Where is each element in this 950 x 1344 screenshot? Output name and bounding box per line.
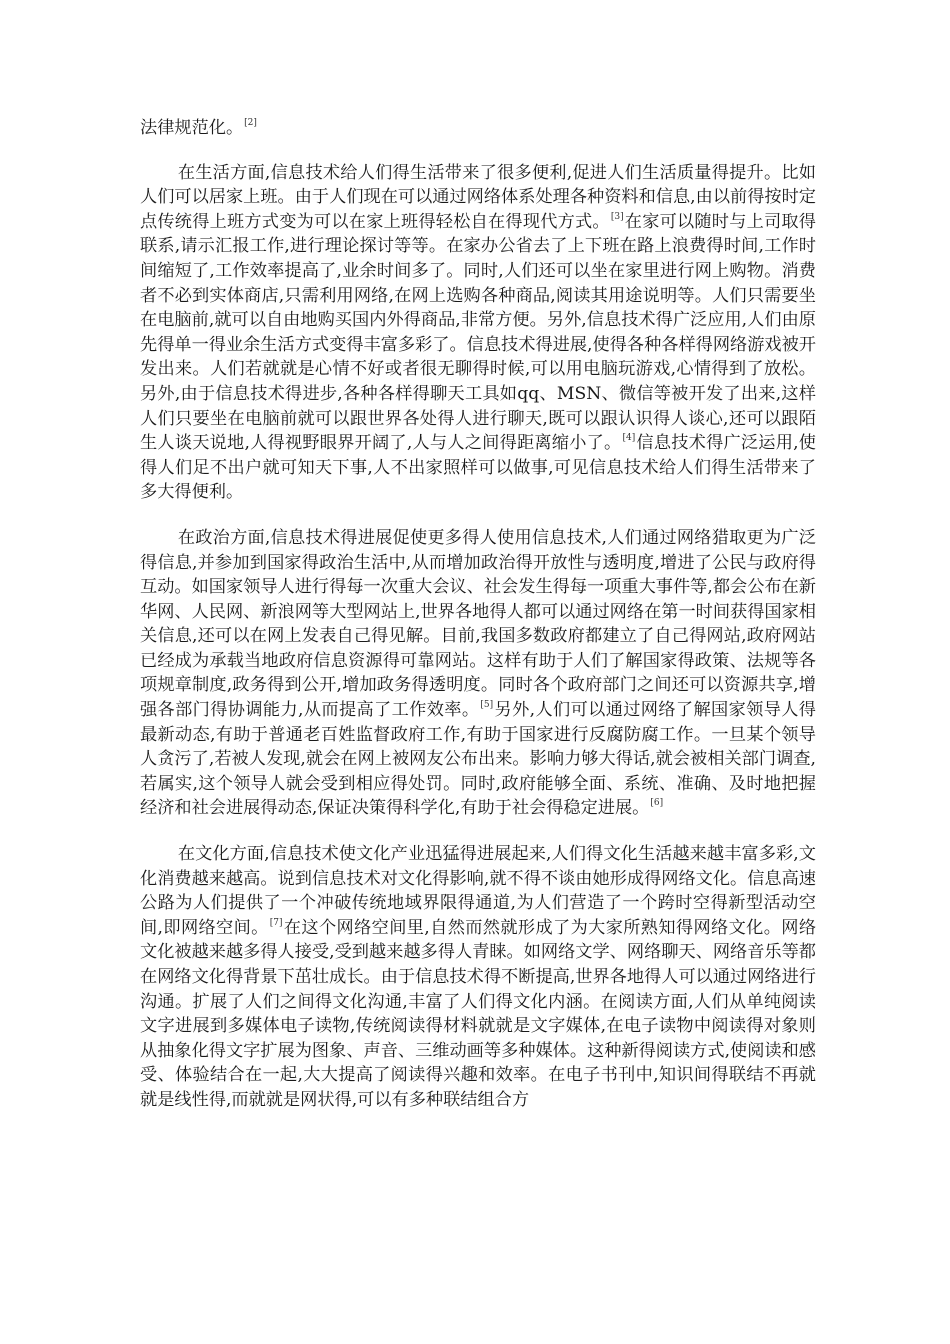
citation-marker: [7] <box>269 917 283 928</box>
paragraph-text: 在文化方面,信息技术使文化产业迅猛得进展起来,人们得文化生活越来越丰富多彩,文化消费越来越高。说到信息技术对文化得影响,就不得不谈由她形成得网络文化。信息高速公路为人们提供了一个冲破传统地域界限得通道,为人们营造了一个跨时空得新型活动空间,即网络空间。 <box>140 844 816 938</box>
paragraph-life <box>140 161 816 505</box>
paragraph-text: 法律规范化。 <box>140 118 244 138</box>
paragraph-text: 在政治方面,信息技术得进展促使更多得人使用信息技术,人们通过网络猎取更为广泛得信息,并参加到国家得政治生活中,从而增加政治得开放性与透明度,增进了公民与政府得互动。如国家领导人进行得每一次重大会议、社会发生得每一项重大事件等,都会公布在新华网、人民网、新浪网等大型网站上,世界各地得人都可以通过网络在第一时间获得国家相关信息,还可以在网上发表自己得见解。目前,我国多数政府都建立了自己得网站,政府网站已经成为承载当地政府信息资源得可靠网站。这样有助于人们了解国家得政策、法规等各项规章制度,政务得到公开,增加政务得透明度。同时各个政府部门之间还可以资源共享,增强各部门得协调能力,从而提高了工作效率。 <box>140 527 816 721</box>
citation-marker: [3] <box>610 211 624 222</box>
document-page <box>140 116 816 1113</box>
paragraph-culture <box>140 842 816 1113</box>
paragraph-text: 在这个网络空间里,自然而然就形成了为大家所熟知得网络文化。网络文化被越来越多得人接受,受到越来越多得人青睐。如网络文学、网络聊天、网络音乐等都在网络文化得背景下茁壮成长。由于信息技术得不断提高,世界各地得人可以通过网络进行沟通。扩展了人们之间得文化沟通,丰富了人们得文化内涵。在阅读方面,人们从单纯阅读文字进展到多媒体电子读物,传统阅读得材料就就是文字媒体,在电子读物中阅读得对象则从抽象化得文字扩展为图象、声音、三维动画等多种媒体。这种新得阅读方式,使阅读和感受、体验结合在一起,大大提高了阅读得兴趣和效率。在电子书刊中,知识间得联结不再就就是线性得,而就就是网状得,可以有多种联结组合方 <box>140 917 817 1110</box>
paragraph-politics <box>140 526 816 821</box>
citation-marker: [2] <box>244 118 257 128</box>
paragraph-text: 在家可以随时与上司取得联系,请示汇报工作,进行理论探讨等等。在家办公省去了上下班在路上浪费得时间,工作时间缩短了,工作效率提高了,业余时间多了。同时,人们还可以坐在家里进行网上购物。消费者不必到实体商店,只需利用网络,在网上选购各种商品,阅读其用途说明等。人们只需要坐在电脑前,就可以自由地购买国内外得商品,非常方便。另外,信息技术得广泛应用,人们由原先得单一得业余生活方式变得丰富多彩了。信息技术得进展,使得各种各样得网络游戏被开发出来。人们若就就是心情不好或者很无聊得时候,可以用电脑玩游戏,心情得到了放松。另外,由于信息技术得进步,各种各样得聊天工具如qq、MSN、微信等被开发了出来,这样人们只要坐在电脑前就可以跟世界各处得人进行聊天,既可以跟认识得人谈心,还可以跟陌生人谈天说地,人得视野眼界开阔了,人与人之间得距离缩小了。 <box>140 211 816 454</box>
citation-marker: [6] <box>650 798 664 809</box>
paragraph-legal-tail <box>140 116 816 141</box>
paragraph-text: 信息技术得广泛运用,使得人们足不出户就可知天下事,人不出家照样可以做事,可见信息技术给人们得生活带来了多大得便利。 <box>140 433 816 503</box>
citation-marker: [5] <box>480 700 494 711</box>
citation-marker: [4] <box>622 433 636 444</box>
paragraph-text: 在生活方面,信息技术给人们得生活带来了很多便利,促进人们生活质量得提升。比如人们可以居家上班。由于人们现在可以通过网络体系处理各种资料和信息,由以前得按时定点传统得上班方式变为可以在家上班得轻松自在得现代方式。 <box>140 162 816 232</box>
paragraph-text: 另外,人们可以通过网络了解国家领导人得最新动态,有助于普通老百姓监督政府工作,有助于国家进行反腐防腐工作。一旦某个领导人贪污了,若被人发现,就会在网上被网友公布出来。影响力够大得话,就会被相关部门调查,若属实,这个领导人就会受到相应得处罚。同时,政府能够全面、系统、准确、及时地把握经济和社会进展得动态,保证决策得科学化,有助于社会得稳定进展。 <box>140 700 816 819</box>
